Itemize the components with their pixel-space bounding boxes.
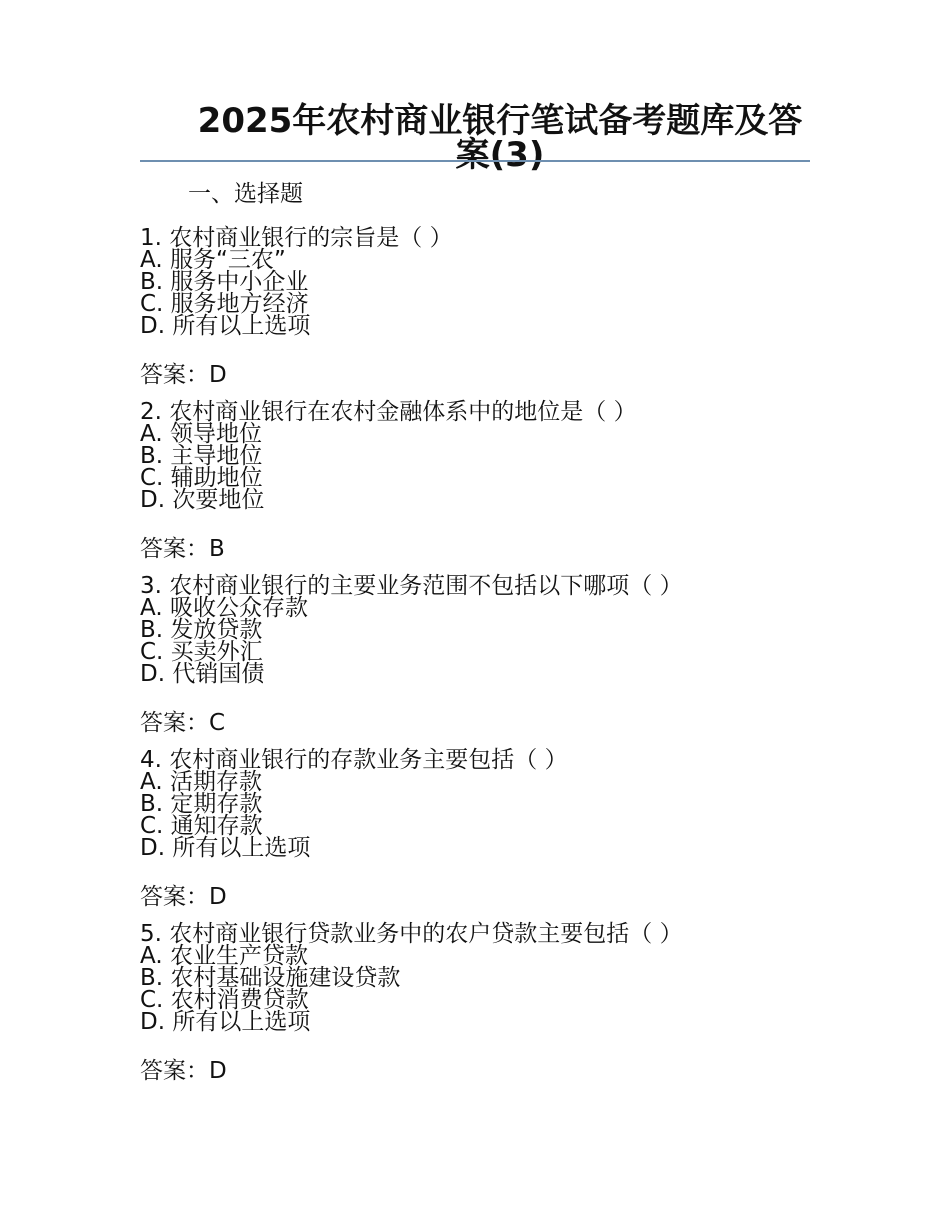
section-heading: 一、选择题 xyxy=(188,181,303,207)
option-b: B. 发放贷款 xyxy=(140,617,263,643)
option-a: A. 领导地位 xyxy=(140,421,262,447)
option-b: B. 服务中小企业 xyxy=(140,269,309,295)
option-c: C. 通知存款 xyxy=(140,813,263,839)
option-d: D. 所有以上选项 xyxy=(140,313,311,339)
answer-text: 答案：B xyxy=(140,536,225,562)
question-block-4 xyxy=(140,749,568,911)
answer-text: 答案：D xyxy=(140,884,227,910)
option-b: B. 农村基础设施建设贷款 xyxy=(140,965,401,991)
question-block-1 xyxy=(140,227,453,389)
option-a: A. 农业生产贷款 xyxy=(140,943,308,969)
document-title: 2025年农村商业银行笔试备考题库及答案(3) xyxy=(197,101,803,175)
answer-text: 答案：D xyxy=(140,1058,227,1084)
question-stem: 5. 农村商业银行贷款业务中的农户贷款主要包括（ ） xyxy=(140,921,683,947)
option-c: C. 服务地方经济 xyxy=(140,291,309,317)
question-block-5 xyxy=(140,923,683,1085)
option-d: D. 代销国债 xyxy=(140,661,265,687)
question-block-3 xyxy=(140,575,683,737)
option-a: A. 活期存款 xyxy=(140,769,262,795)
answer-text: 答案：C xyxy=(140,710,226,736)
option-d: D. 所有以上选项 xyxy=(140,835,311,861)
title-underline xyxy=(140,160,810,162)
option-b: B. 定期存款 xyxy=(140,791,263,817)
question-block-2 xyxy=(140,401,637,563)
question-stem: 1. 农村商业银行的宗旨是（ ） xyxy=(140,225,453,251)
option-c: C. 买卖外汇 xyxy=(140,639,263,665)
question-stem: 4. 农村商业银行的存款业务主要包括（ ） xyxy=(140,747,568,773)
question-stem: 3. 农村商业银行的主要业务范围不包括以下哪项（ ） xyxy=(140,573,683,599)
option-b: B. 主导地位 xyxy=(140,443,263,469)
option-d: D. 所有以上选项 xyxy=(140,1009,311,1035)
option-c: C. 辅助地位 xyxy=(140,465,263,491)
option-c: C. 农村消费贷款 xyxy=(140,987,309,1013)
option-a: A. 服务“三农” xyxy=(140,247,286,273)
question-stem: 2. 农村商业银行在农村金融体系中的地位是（ ） xyxy=(140,399,637,425)
option-d: D. 次要地位 xyxy=(140,487,265,513)
answer-text: 答案：D xyxy=(140,362,227,388)
option-a: A. 吸收公众存款 xyxy=(140,595,308,621)
